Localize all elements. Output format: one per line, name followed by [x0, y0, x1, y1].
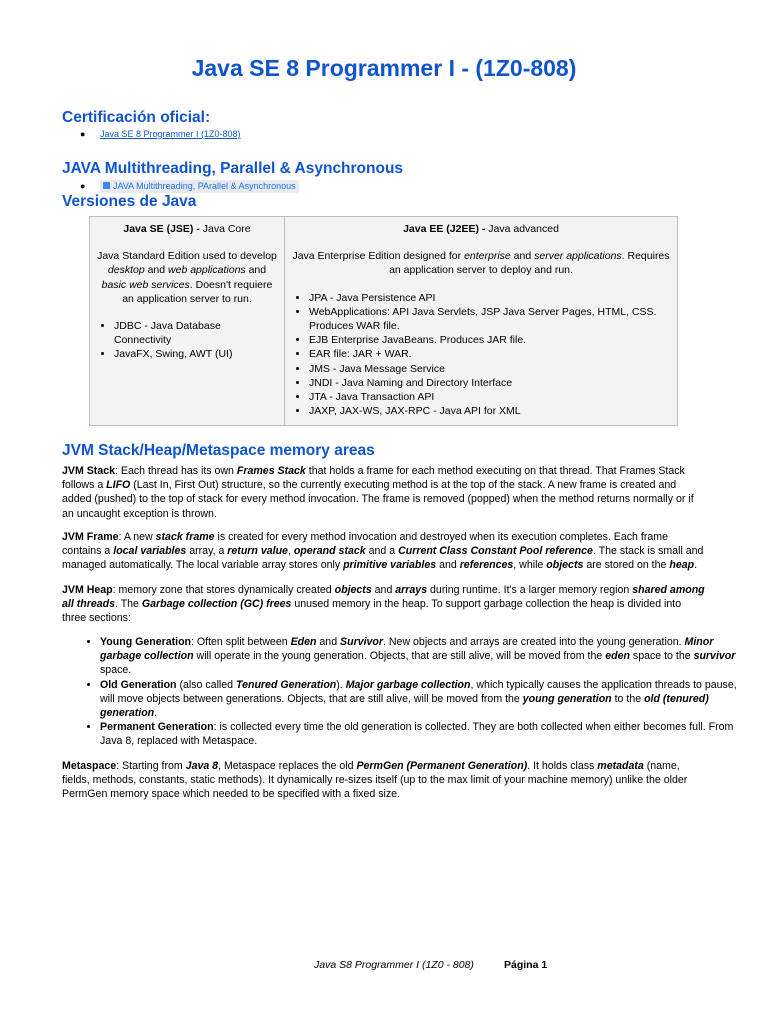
jvm-stack-paragraph: JVM Stack: Each thread has its own Frames Stack that holds a frame for each method executing on that thread. That Frames Stack follows a LIFO (Last In, First Out) structure, so the currently executing method is at the top of the stack. A new frame is created and added (pushed) to the top of stack for every method invocation. The frame is removed (popped) when the method returns normally or if an uncaught exception is thrown.	[62, 465, 694, 520]
list-item: • JMS - Java Message Service	[309, 362, 671, 376]
emphasis: Old Generation	[100, 678, 177, 691]
page-number: Página 1	[504, 959, 548, 971]
jee-cell	[285, 217, 678, 426]
emphasis: Major garbage collection	[345, 678, 471, 691]
emphasis: JVM Stack	[62, 465, 115, 477]
jse-items	[96, 319, 278, 362]
generations-list	[62, 635, 746, 749]
emphasis: objects	[334, 584, 372, 596]
emphasis: Young Generation	[100, 636, 192, 648]
jse-title: Java SE (JSE) - Java Core	[123, 223, 251, 235]
emphasis: JVM Heap	[62, 584, 113, 596]
emphasis: Survivor	[340, 636, 384, 648]
emphasis: old (tenured) generation	[100, 692, 709, 720]
emphasis: eden	[605, 650, 630, 663]
jvm-frame-paragraph: JVM Frame: A new stack frame is created for every method invocation and destroyed when its execution completes. Each frame contains a local variables array, a return value, operand stack and a Current Class Constant Pool reference. The stack is small and managed automatically. The local variable array stores only primitive variables and references, while objects are stored on the heap.	[62, 531, 704, 572]
emphasis: return value	[227, 545, 288, 558]
jvm-heap-paragraph: JVM Heap: memory zone that stores dynamically created objects and arrays during runtime. It's a larger memory region shared among all threads. The Garbage collection (GC) frees unused memory in the heap. To support garbage collection the heap is divided into three sections:	[62, 584, 705, 625]
list-item: • JAXP, JAX-WS, JAX-RPC - Java API for XML	[309, 404, 671, 418]
jse-description: Java Standard Edition used to develop desktop and web applications and basic web services. Doesn't requiere an application server to run.	[97, 250, 277, 305]
jee-items	[291, 291, 671, 419]
certification-link[interactable]: Java SE 8 Programmer I (1Z0-808)	[100, 129, 241, 139]
footer-title: Java S8 Programmer I (1Z0 - 808)	[314, 959, 474, 971]
emphasis: primitive variables	[343, 559, 437, 572]
versions-heading: Versiones de Java	[62, 193, 197, 210]
emphasis: heap	[669, 559, 695, 572]
doc-smart-chip-label: JAVA Multithreading, PArallel & Asynchronous	[113, 181, 296, 191]
emphasis: operand stack	[293, 545, 366, 558]
bullet-icon: ●	[80, 181, 86, 191]
list-item: • Permanent Generation: is collected every time the old generation is collected. They are both collected when either becomes full. From Java 8, replaced with Metaspace.	[100, 720, 746, 748]
emphasis: Minor garbage collection	[100, 636, 714, 663]
list-item: • JavaFX, Swing, AWT (UI)	[114, 347, 278, 361]
emphasis: Current Class Constant Pool reference	[398, 545, 593, 558]
certification-heading: Certificación oficial:	[62, 109, 211, 126]
emphasis: enterprise	[464, 250, 511, 263]
list-item: • Old Generation (also called Tenured Generation). Major garbage collection, which typically causes the application threads to pause, will move objects between generations. Objects, that are still alive, will be moved from the young generation to the old (tenured) generation.	[100, 678, 746, 721]
emphasis: metadata	[597, 760, 644, 772]
emphasis: Garbage collection (GC) frees	[141, 598, 292, 611]
emphasis: Java 8	[185, 760, 219, 772]
list-item: • EAR file: JAR + WAR.	[309, 347, 671, 361]
emphasis: desktop	[107, 264, 145, 277]
list-item: • JNDI - Java Naming and Directory Interface	[309, 376, 671, 390]
emphasis: Eden	[290, 636, 317, 648]
bullet-icon: ●	[80, 129, 86, 139]
metaspace-paragraph: Metaspace: Starting from Java 8, Metaspace replaces the old PermGen (Permanent Generation). It holds class metadata (name, fields, methods, constants, static methods). It dynamically re-sizes itself (up to the max limit of your machine memory) unlike the older PermGen memory space which needed to be specified with a fixed size.	[62, 760, 688, 801]
emphasis: young generation	[522, 692, 612, 705]
jee-description: Java Enterprise Edition designed for enterprise and server applications. Requires an application server to deploy and run.	[292, 250, 670, 277]
page-title: Java SE 8 Programmer I - (1Z0-808)	[191, 55, 577, 81]
emphasis: survivor	[693, 650, 736, 663]
emphasis: Permanent Generation	[100, 721, 214, 734]
list-item: • JTA - Java Transaction API	[309, 390, 671, 404]
list-item: • JDBC - Java Database Connectivity	[114, 319, 278, 347]
emphasis: PermGen (Permanent Generation)	[356, 760, 528, 772]
emphasis: LIFO	[106, 479, 131, 492]
document-icon	[103, 182, 110, 189]
emphasis: web applications	[168, 264, 246, 277]
emphasis: shared among all threads	[62, 584, 705, 611]
jvm-heading: JVM Stack/Heap/Metaspace memory areas	[62, 442, 375, 459]
emphasis: local variables	[113, 545, 187, 558]
emphasis: JVM Frame	[62, 531, 119, 543]
emphasis: Metaspace	[62, 760, 117, 772]
emphasis: basic web services	[101, 278, 190, 291]
list-item: • EJB Enterprise JavaBeans. Produces JAR file.	[309, 333, 671, 347]
jse-cell	[90, 217, 285, 426]
list-item: • WebApplications: API Java Servlets, JSP Java Server Pages, HTML, CSS. Produces WAR file.	[309, 305, 671, 333]
emphasis: objects	[546, 559, 584, 572]
list-item: • Young Generation: Often split between Eden and Survivor. New objects and arrays are created into the young generation. Minor garbage collection will operate in the young generation. Objects, that are still alive, will be moved from the eden space to the survivor space.	[100, 635, 746, 678]
emphasis: references	[459, 559, 514, 572]
multithreading-heading: JAVA Multithreading, Parallel & Asynchronous	[62, 160, 404, 177]
list-item: • JPA - Java Persistence API	[309, 291, 671, 305]
jee-title: Java EE (J2EE) - Java advanced	[403, 223, 559, 235]
emphasis: stack frame	[155, 531, 215, 543]
emphasis: Frames Stack	[236, 465, 306, 477]
emphasis: arrays	[395, 584, 428, 596]
doc-smart-chip[interactable]	[100, 180, 299, 193]
emphasis: server applications	[534, 250, 622, 263]
emphasis: Tenured Generation	[236, 678, 337, 691]
versions-table	[89, 216, 678, 426]
